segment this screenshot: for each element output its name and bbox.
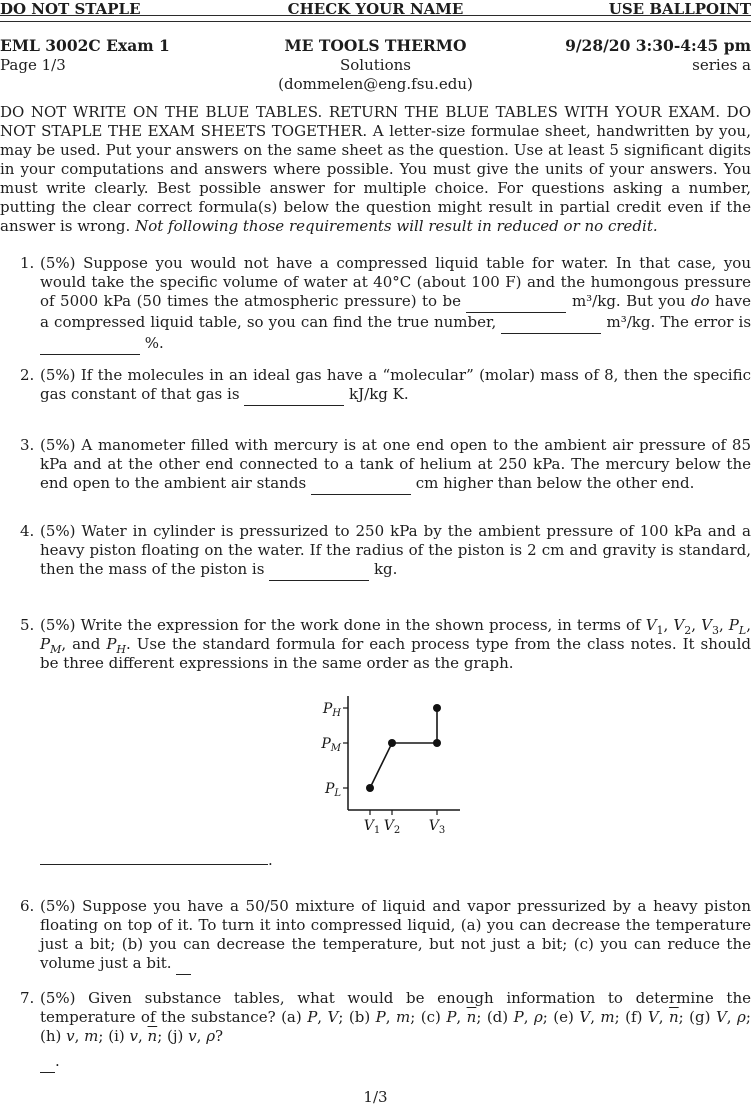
solutions-contact: Solutions (dommelen@eng.fsu.edu) (278, 56, 473, 93)
warning-right: USE BALLPOINT (608, 0, 751, 18)
x-label-v1: $V_1$ (363, 818, 381, 836)
question-6-number: 6. (20, 897, 35, 915)
warning-center: CHECK YOUR NAME (287, 0, 464, 18)
y-label-pl: $P_L$ (324, 781, 341, 799)
answer-blank-q6 (176, 972, 191, 975)
q5-answer-line (40, 850, 273, 870)
x-label-v3: $V_3$ (428, 818, 446, 836)
data-point (433, 704, 441, 712)
header-rule-bottom (0, 21, 751, 22)
question-4-text: (5%) Water in cylinder is pressurized to 250 kPa by the ambient pressure of 100 kPa and a heavy piston floating on the water. If the radius of the piston is 2 cm and gravity is standard, then the mass of the piston is kg. (40, 522, 751, 578)
question-1 (0, 254, 751, 355)
header-rule-top (0, 15, 751, 16)
header-title-row (0, 36, 751, 55)
question-2 (0, 366, 751, 406)
question-3 (0, 436, 751, 495)
question-1-number: 1. (20, 254, 35, 272)
question-2-number: 2. (20, 366, 35, 384)
page-footer (0, 1088, 751, 1107)
q5-process-graph (310, 692, 470, 842)
q7-answer-row (40, 1052, 751, 1073)
answer-blank-q1-error (40, 352, 140, 355)
page-number: 1/3 (363, 1088, 388, 1106)
answer-blank-q3 (311, 492, 411, 495)
q5-answer-period: . (268, 851, 273, 869)
process-path (370, 708, 437, 788)
question-6-text: (5%) Suppose you have a 50/50 mixture of liquid and vapor pressurized by a heavy piston floating on top of it. To turn it into compressed liquid, (a) you can decrease the temperature just a bit; (b) you can decrease the temperature, but not just a bit; (c) you can reduce the volume just a bit. (40, 897, 751, 972)
exam-datetime: 9/28/20 3:30-4:45 pm (565, 36, 751, 55)
question-5-text: (5%) Write the expression for the work done in the shown process, in terms of $V_1$, $V_2$, $V_3$, $P_L$, $P_M$, and $P_H$. Use the standard formula for each process type from the class notes. It should be three different expressions in the same order as the graph. (40, 616, 751, 672)
answer-blank-q1-true-value (501, 331, 601, 334)
instructions-paragraph (0, 103, 751, 236)
data-point (388, 739, 396, 747)
question-1-text: (5%) Suppose you would not have a compressed liquid table for water. In that case, you would take the specific volume of water at 40°C (about 100 F) and the humongous pressure of 5000 kPa (50 times the atmospheric pressure) to be m³/kg. But you do have a compressed liquid table, so you can find the true number, m³/kg. The error is %. (40, 254, 751, 352)
question-7 (0, 989, 751, 1073)
question-3-number: 3. (20, 436, 35, 454)
instructions-body: A letter-size formulae sheet, handwritten by you, may be used. Put your answers on the same sheet as the question. Use at least 5 significant digits in your computations and answers where possible. You must give the units of your answers. You must write clearly. Best possible answer for multiple choice. For questions asking a number, putting the clear correct formula(s) below the question might result in partial credit even if the answer is wrong. (0, 122, 751, 235)
answer-blank-q2 (244, 403, 344, 406)
header-warning-row (0, 0, 751, 19)
answer-blank-q5 (40, 850, 268, 865)
answer-blank-q4 (269, 578, 369, 581)
question-4-number: 4. (20, 522, 35, 540)
x-label-v2: $V_2$ (383, 818, 401, 836)
question-6 (0, 897, 751, 975)
exam-title: ME TOOLS THERMO (284, 36, 467, 55)
question-3-text: (5%) A manometer filled with mercury is at one end open to the ambient air pressure of 85 kPa and at the other end connected to a tank of helium at 250 kPa. The mercury below the end open to the ambient air stands cm higher than below the other end. (40, 436, 751, 492)
instructions-caps: DO NOT WRITE ON THE BLUE TABLES. RETURN THE BLUE TABLES WITH YOUR EXAM. DO NOT STAPLE THE EXAM SHEETS TOGETHER. (0, 103, 751, 140)
question-7-number: 7. (20, 989, 35, 1007)
data-point (366, 784, 374, 792)
pv-diagram (310, 692, 470, 837)
y-label-ph: $P_H$ (322, 701, 341, 719)
question-5 (0, 616, 751, 673)
exam-code: EML 3002C Exam 1 (0, 36, 170, 55)
data-point (433, 739, 441, 747)
question-2-text: (5%) If the molecules in an ideal gas have a “molecular” (molar) mass of 8, then the specific gas constant of that gas is kJ/kg K. (40, 366, 751, 403)
instructions-emphasis: Not following those requirements will result in reduced or no credit. (135, 217, 658, 235)
warning-left: DO NOT STAPLE (0, 0, 141, 18)
y-label-pm: $P_M$ (321, 736, 341, 754)
emphasized-do: do (690, 292, 710, 310)
series-label: series a (692, 56, 751, 74)
answer-blank-q7 (40, 1070, 55, 1073)
page-indicator-top: Page 1/3 (0, 56, 66, 74)
question-5-number: 5. (20, 616, 35, 634)
header-subtitle-row (0, 56, 751, 94)
question-4 (0, 522, 751, 581)
question-7-text: (5%) Given substance tables, what would be enough information to determine the temperature of the substance? (a) P, V; (b) P, m; (c) P, $\overline{n}$; (d) P, ρ; (e) V, m; (f) V, $\overline{n}$; (g) V, ρ; (h) v, m; (i) v, $\overline{n}$; (j) v, ρ? (40, 989, 751, 1045)
q7-answer-period: . (55, 1052, 60, 1070)
